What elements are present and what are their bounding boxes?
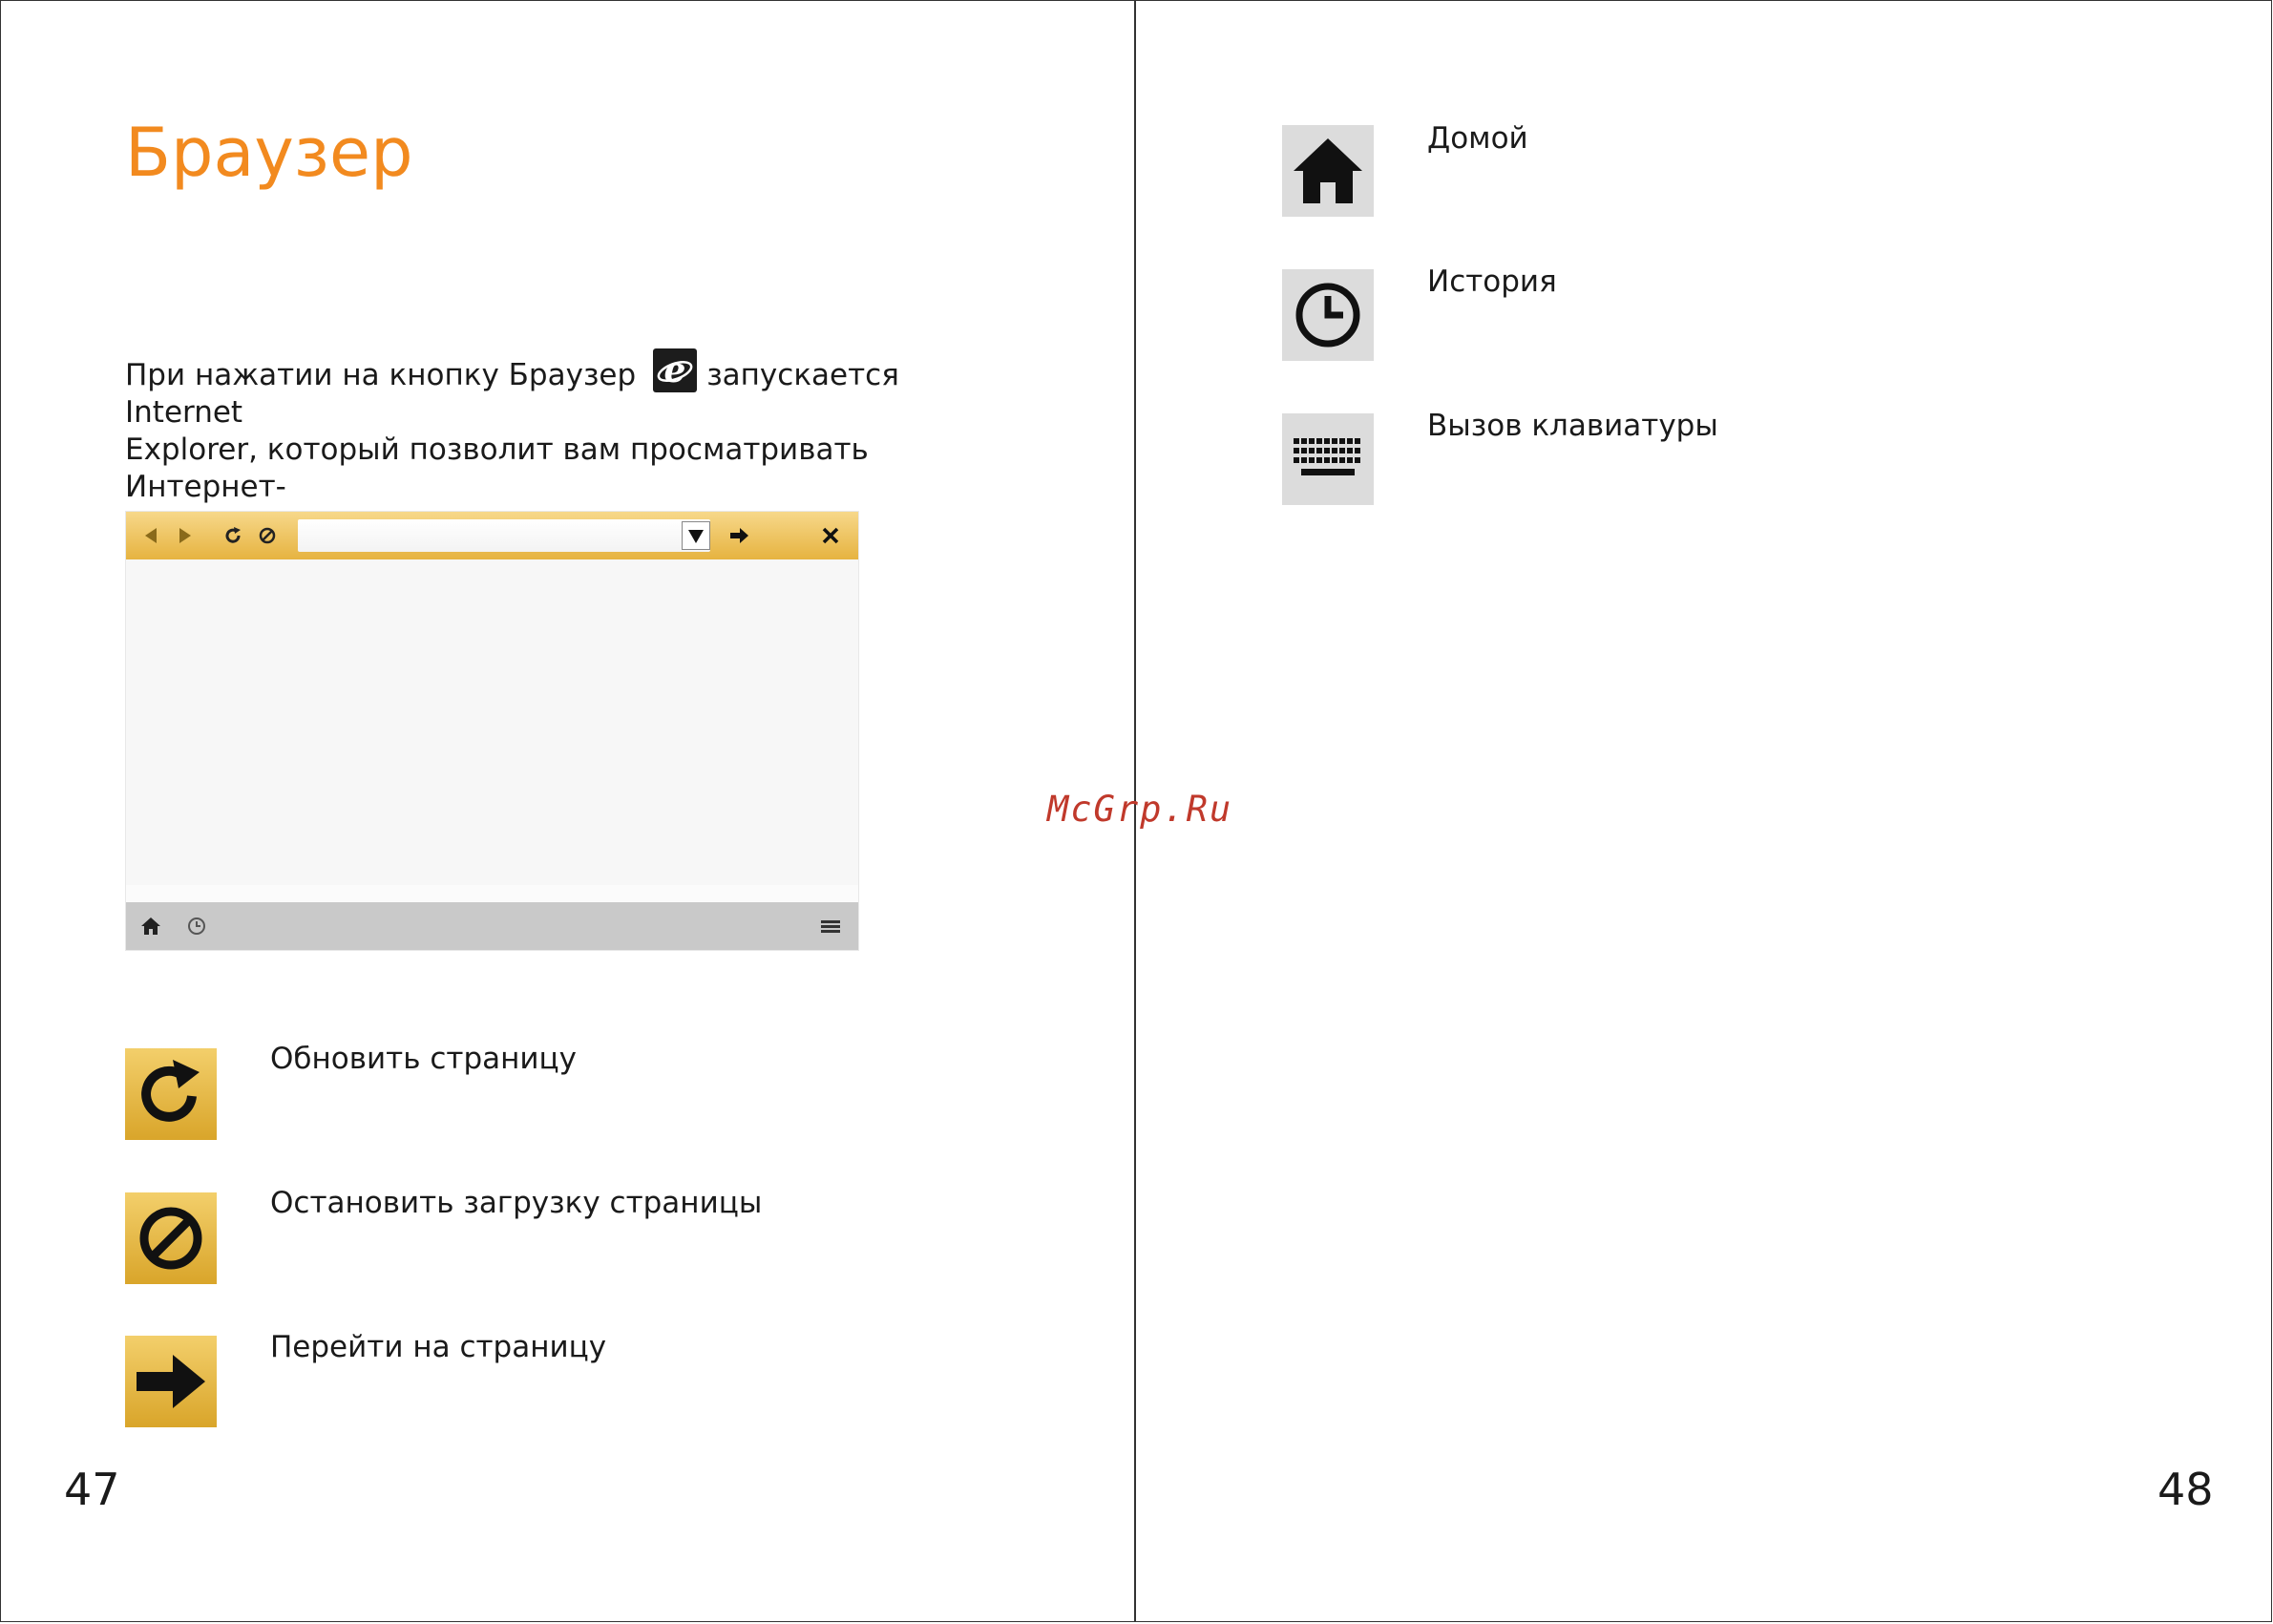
toolbar-go-icon[interactable] [727,524,750,547]
back-icon[interactable] [139,524,162,547]
history-label: История [1427,264,1557,299]
intro-after-icon: запускается Internet [125,358,899,430]
keyboard-key [1301,448,1307,453]
keyboard-key [1332,438,1337,444]
keyboard-key [1301,438,1307,444]
browser-screenshot [125,511,859,951]
watermark: McGrp.Ru [1047,789,1233,830]
keyboard-key [1339,457,1345,463]
keyboard-key [1347,438,1353,444]
keyboard-key [1294,457,1299,463]
keyboard-key [1355,448,1360,453]
keyboard-key [1355,438,1360,444]
toolbar-stop-icon[interactable] [256,524,279,547]
keyboard-key [1324,448,1330,453]
keyboard-key [1347,448,1353,453]
home-icon [1282,125,1374,217]
forward-icon[interactable] [174,524,197,547]
status-history-icon[interactable] [185,915,208,938]
internet-explorer-icon [653,348,697,392]
toolbar-refresh-icon[interactable] [221,524,244,547]
stop-label: Остановить загрузку страницы [270,1186,763,1220]
keyboard-key [1309,457,1315,463]
keyboard-key [1301,457,1307,463]
page-number-left: 47 [64,1464,120,1515]
home-label: Домой [1427,121,1528,156]
keyboard-key [1324,438,1330,444]
refresh-icon [125,1048,217,1140]
keyboard-icon [1282,413,1374,505]
keyboard-key [1316,438,1322,444]
browser-content-area [126,885,858,902]
keyboard-key [1339,448,1345,453]
page-title: Браузер [125,114,413,192]
keyboard-key [1347,457,1353,463]
clock-icon [1282,269,1374,361]
keyboard-key [1316,448,1322,453]
go-label: Перейти на страницу [270,1330,607,1364]
keyboard-spacebar [1301,469,1355,475]
intro-before-icon: При нажатии на кнопку Браузер [125,358,637,392]
browser-toolbar [126,512,858,559]
close-icon[interactable] [819,524,842,547]
address-bar[interactable] [298,519,710,552]
keyboard-key [1309,448,1315,453]
address-dropdown-button[interactable] [682,521,710,550]
keyboard-key [1309,438,1315,444]
keyboard-key [1339,438,1345,444]
keyboard-key [1355,457,1360,463]
keyboard-key [1294,438,1299,444]
keyboard-key [1332,448,1337,453]
keyboard-label: Вызов клавиатуры [1427,409,1718,443]
intro-line-2: Explorer, который позволит вам просматривать Интернет- [125,432,869,504]
refresh-label: Обновить страницу [270,1042,577,1076]
right-page [1135,0,2272,1622]
browser-status-bar [126,902,858,950]
keyboard-key [1332,457,1337,463]
keyboard-key [1316,457,1322,463]
svg-text:e: e [663,351,686,390]
left-page [0,0,1135,1622]
stop-icon [125,1192,217,1284]
status-keyboard-icon[interactable] [819,915,842,938]
keyboard-key [1324,457,1330,463]
chevron-down-icon [683,522,709,549]
go-arrow-icon [125,1336,217,1427]
status-home-icon[interactable] [139,915,162,938]
page-number-right: 48 [2157,1464,2214,1515]
keyboard-key [1294,448,1299,453]
